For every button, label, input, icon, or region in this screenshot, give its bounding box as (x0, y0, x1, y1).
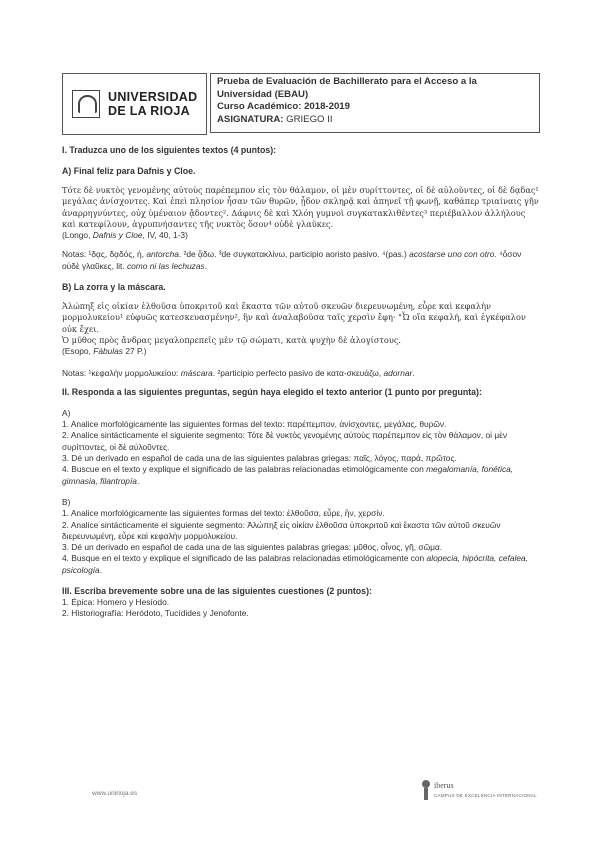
university-logo-box (62, 73, 207, 135)
textA-source-suffix: , IV, 40, 1-3) (142, 230, 188, 241)
university-name-line2: DE LA RIOJA (108, 104, 191, 118)
section1-heading: I. Traduzca uno de los siguientes textos (4 puntos): (62, 145, 277, 155)
partA-label: A) (62, 407, 71, 418)
section2-heading: II. Responda a las siguientes preguntas, según haya elegido el texto anterior (1 punto por pregunta): (62, 386, 482, 397)
exam-info-line1: Prueba de Evaluación de Bachillerato para el Acceso a la (217, 76, 477, 87)
partB-q4-prefix: 4. Busque en el texto y explique el significado de las palabras relacionadas etimológicamente con (62, 553, 427, 564)
partA-q4-words: megalomanía, fonética, gimnasia, filantropía (62, 464, 514, 486)
exam-info-line2: Universidad (EBAU) (217, 88, 309, 100)
partB-q4 (62, 553, 540, 576)
university-crest-icon (72, 90, 100, 118)
textA-source-title: Dafnis y Cloe (92, 230, 143, 241)
textA-note3: . ⁴ὅσον οὐδὲ γλαῦκες, lit. (62, 249, 522, 271)
section3-item2: 2. Historiografía: Heródoto, Tucídides y Jenofonte. (62, 608, 249, 619)
partA-q2: 2. Analice sintácticamente el siguiente segmento: Τότε δὲ νυκτὸς γενομένης αὐτοὺς παρέπεμπον εἰς τὸν θάλαμον, οἱ μὲν συρίττοντες, οἱ δὲ αὐλοῦντες. (62, 430, 508, 452)
footer-url: www.unirioja.es (92, 790, 138, 797)
textA-source (62, 230, 540, 241)
exam-info-box (210, 73, 540, 133)
partB-q1: 1. Analice morfológicamente las siguientes formas del texto: ἐλθοῦσα, εὗρε, ἣν, χερσίν. (62, 508, 385, 519)
textB-heading: B) La zorra y la máscara. (62, 282, 166, 293)
partA-q4-prefix: 4. Buscue en el texto y explique el significado de las palabras relacionadas etimológicamente con (62, 464, 427, 475)
iberus-tagline: CAMPUS DE EXCELENCIA INTERNACIONAL (434, 793, 537, 798)
textB-note1-italic: máscara (180, 367, 213, 378)
partA-q1: 1. Analice morfológicamente las siguientes formas del texto: παρέπεμπον, ἀνίσχοντες, μεγάλας, θυρῶν. (62, 419, 447, 430)
textB-notes (62, 368, 540, 379)
textA-note3-italic: como ni las lechuzas (126, 260, 205, 271)
partA-q3: 3. Dé un derivado en español de cada una de las siguientes palabras griegas: παῖς, λόγος, παρά, πρῶτος. (62, 453, 457, 464)
textB-source (62, 346, 540, 357)
textB-greek2: Ὁ μῦθος πρὸς ἄνδρας μεγαλοπρεπεῖς μὲν τῷ σώματι, κατὰ ψυχὴν δὲ ἀλογίστους. (62, 334, 402, 345)
textA-note1-italic: antorcha (146, 249, 179, 260)
textB-greek1: Ἀλώπηξ εἰς οἰκίαν ἐλθοῦσα ὑποκριτοῦ καὶ ἕκαστα τῶν αὐτοῦ σκευῶν διερευνωμένη, εὗρε καὶ κεφαλὴν μορμολυκείου¹ εὐφυῶς κατεσκευασμένην², ἣν καὶ ἀναλαβοῦσα ταῖς χερσὶν ἔφη· "Ὦ οἵα κεφαλή, καὶ ἐγκέφαλον οὐκ ἔχει. (62, 301, 526, 334)
partA-q4 (62, 464, 540, 487)
partB-q4-words: alopecia, hipócrita, cefalea, psicología (62, 553, 529, 575)
subject-value: GRIEGO II (286, 113, 333, 125)
textA-notes (62, 249, 540, 272)
section3-item1: 1. Épica: Homero y Hesíodo. (62, 597, 170, 608)
partB-q2: 2. Analice sintácticamente el siguiente segmento: Ἀλώπηξ εἰς οἰκίαν ἐλθοῦσα ὑποκριτοῦ καὶ ἕκαστα τῶν αὐτοῦ σκευῶν διερευνωμένη, εὗρε καὶ κεφαλὴν μορμολυκείου. (62, 519, 501, 541)
section3-heading: III. Escriba brevemente sobre una de las siguientes cuestiones (2 puntos): (62, 586, 372, 597)
textB-source-title: Fábulas (93, 346, 123, 357)
exam-content (62, 145, 540, 620)
textA-note2: . ²de ᾄδω. ³de συγκατακλίνω, participio aoristo pasivo. ⁴(pas.) (178, 249, 410, 260)
subject-label: ASIGNATURA: (217, 113, 284, 125)
partB-label: B) (62, 496, 71, 507)
textA-source-prefix: (Longo, (62, 230, 93, 241)
textB-note3: . (412, 367, 415, 378)
iberus-mark-icon (420, 780, 432, 800)
textB-source-suffix: 27 P.) (123, 346, 147, 357)
textB-source-prefix: (Esopo, (62, 346, 94, 357)
partA-q4-suffix: . (136, 475, 140, 486)
iberus-name: iberus (434, 781, 454, 790)
textA-heading: A) Final feliz para Dafnis y Cloe. (62, 166, 196, 176)
textA-note2-italic: acostarse uno con otro (409, 249, 495, 260)
textA-note4: . (204, 260, 208, 271)
exam-info-line3: Curso Académico: 2018-2019 (217, 101, 350, 112)
iberus-logo (420, 778, 540, 802)
partB-q4-suffix: . (99, 564, 103, 575)
textB-note2: . ²participio perfecto pasivo de κατα-σκευάζω, (212, 367, 384, 378)
textA-greek: Τότε δὲ νυκτὸς γενομένης αὐτοὺς παρέπεμπον εἰς τὸν θάλαμον, οἱ μὲν συρίττοντες, οἱ δὲ αὐλοῦντες, οἱ δὲ δᾳδας¹ μεγάλας ἀνίσχοντες. Καὶ ἐπεὶ πλησίον ἦσαν τῶν θυρῶν, ᾖδον σκληρᾷ καὶ ἀπηνεῖ τῇ φωνῇ, καθάπερ τριαίναις γῆν ἀναρρηγνύντες, οὐχ ὑμέναιον ᾄδοντες². Δάφνις δὲ καὶ Χλόη γυμνοὶ συγκατακλιθέντες³ περιέβαλλον ἀλλήλους καὶ κατεφίλουν, ἀγρυπνήσαντες τῆς νυκτὸς ὅσον⁴ οὐδὲ γλαῦκες. (62, 185, 539, 229)
textB-note1: Notas: ¹κεφαλὴν μορμολυκείου: (62, 367, 181, 378)
textA-note1: Notas: ¹δᾳς, δᾳδός, ἡ, (62, 249, 147, 260)
university-name (108, 90, 197, 118)
university-name-line1: UNIVERSIDAD (108, 90, 198, 104)
subject-line (217, 114, 539, 127)
textB-note2-italic: adornar (383, 367, 413, 378)
partB-q3: 3. Dé un derivado en español de cada una de las siguientes palabras griegas: μῦθος, οἶνος, γῆ, σῶμα. (62, 542, 443, 553)
